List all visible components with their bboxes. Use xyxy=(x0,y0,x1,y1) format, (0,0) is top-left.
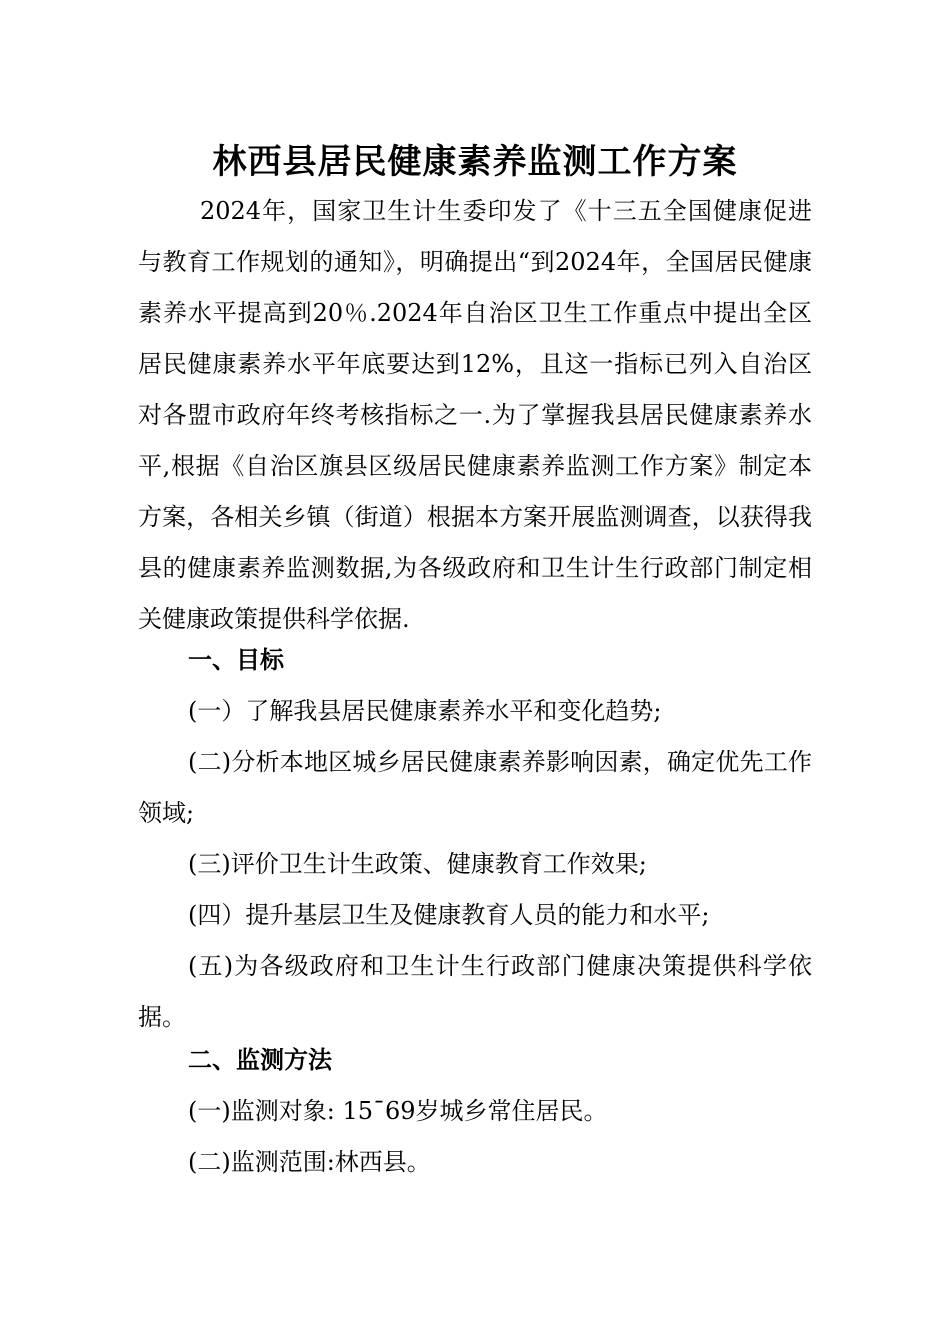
method-item-2: (二)监测范围:林西县。 xyxy=(188,1148,431,1176)
section-heading-goals: 一、目标 xyxy=(188,646,284,674)
document-title: 林西县居民健康素养监测工作方案 xyxy=(212,142,738,182)
section-heading-methods: 二、监测方法 xyxy=(188,1046,332,1074)
goal-item-1: (一）了解我县居民健康素养水平和变化趋势; xyxy=(188,697,662,725)
goal-item-4: (四）提升基层卫生及健康教育人员的能力和水平; xyxy=(188,901,710,929)
goal-item-5: (五)为各级政府和卫生计生行政部门健康决策提供科学依据。 xyxy=(138,952,812,1031)
goal-item-3: (三)评价卫生计生政策、健康教育工作效果; xyxy=(188,850,647,878)
intro-paragraph: 2024年，国家卫生计生委印发了《十三五全国健康促进与教育工作规划的通知》，明确提出“到2024年，全国居民健康素养水平提高到20％.2024年自治区卫生工作重点中提出全区居民健康素养水平年底要达到12%，且这一指标已列入自治区对各盟市政府年终考核指标之一.为了掌握我县居民健康素养水平,根据《自治区旗县区级居民健康素养监测工作方案》制定本方案，各相关乡镇（街道）根据本方案开展监测调查，以获得我县的健康素养监测数据,为各级政府和卫生计生行政部门制定相关健康政策提供科学依据. xyxy=(138,197,812,633)
method-item-1: (一)监测对象: 15¯69岁城乡常住居民。 xyxy=(188,1097,608,1125)
goal-item-2: (二)分析本地区城乡居民健康素养影响因素，确定优先工作领域; xyxy=(138,748,812,827)
